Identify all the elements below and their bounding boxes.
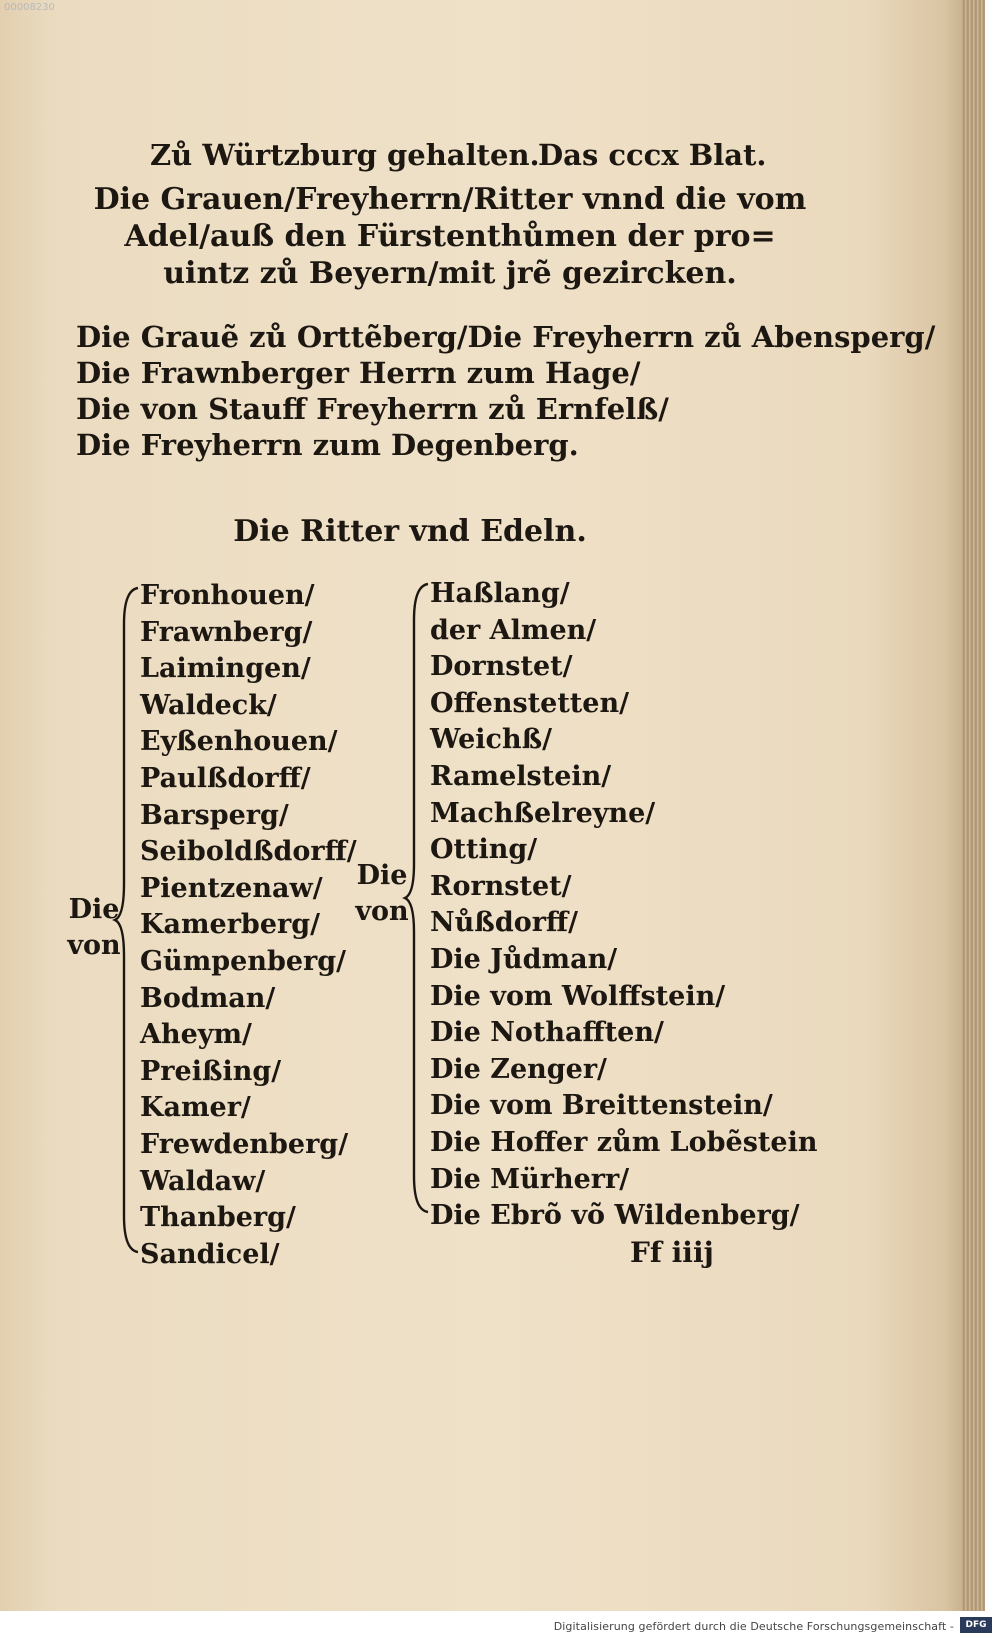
list-item: Aheym/ [140,1019,252,1051]
list-item: Waldeck/ [140,689,277,721]
page-edge [962,0,985,1611]
list-item: Otting/ [430,834,538,866]
running-head: Zů Würtzburg gehalten. [150,138,540,172]
left-brace [112,584,142,1256]
list-item: Sandicel/ [140,1238,280,1270]
list-item: Die Jůdman/ [430,943,618,975]
list-item: Die vom Breittenstein/ [430,1090,773,1122]
list-item: Barsperg/ [140,799,289,831]
list-item: Ramelstein/ [430,760,612,792]
list-item: Rornstet/ [430,870,572,902]
left-name-list [140,578,357,1273]
list-item: Pientzenaw/ [140,872,323,904]
list-item: Die Ebrõ võ Wildenberg/ [430,1200,800,1232]
section-heading: Die Ritter vnd Edeln. [233,514,587,549]
intro-line: Die von Stauff Freyherrn zů Ernfelß/ [76,392,669,426]
list-item: Gümpenberg/ [140,945,346,977]
label-die: Die [68,894,120,925]
list-item: Die Hoffer zům Lobẽstein [430,1126,818,1158]
dfg-logo: DFG [960,1617,992,1633]
list-item: Kamer/ [140,1092,251,1124]
list-item: Haßlang/ [430,578,570,609]
list-item: Nůßdorff/ [430,907,578,939]
list-item: Die Zenger/ [430,1053,607,1085]
list-item: Kamerberg/ [140,909,320,941]
right-name-list [430,576,817,1235]
list-item: Dornstet/ [430,651,573,683]
list-item: Offenstetten/ [430,687,629,719]
list-item: der Almen/ [430,614,597,646]
folio-number: Das cccx Blat. [538,138,767,172]
list-item: Paulßdorff/ [140,762,311,794]
label-die: Die [356,860,408,891]
label-von: von [67,930,121,961]
label-von: von [355,896,409,927]
list-item: Eyßenhouen/ [140,726,338,758]
list-item: Seiboldßdorff/ [140,836,357,868]
right-brace [402,580,432,1216]
list-item: Fronhouen/ [140,580,315,611]
title-line: Adel/auß den Fürstenthůmen der pro= [124,219,776,254]
list-item: Frewdenberg/ [140,1128,349,1160]
list-item: Laimingen/ [140,653,311,685]
scan-id: 00008230 [4,2,55,13]
list-item: Die vom Wolffstein/ [430,980,726,1012]
list-item: Die Nothafften/ [430,1017,664,1049]
digitization-credit: Digitalisierung gefördert durch die Deutsche Forschungsgemeinschaft - [553,1620,954,1633]
list-item: Preißing/ [140,1055,282,1087]
title-line: uintz zů Beyern/mit jrẽ gezircken. [163,256,737,291]
signature-mark: Ff iiij [630,1236,714,1269]
list-item: Waldaw/ [140,1165,266,1197]
intro-line: Die Freyherrn zum Degenberg. [76,428,579,462]
intro-line: Die Grauẽ zů Orttẽberg/Die Freyherrn zů Abensperg/ [76,320,936,354]
list-item: Die Mürherr/ [430,1163,630,1195]
list-item: Bodman/ [140,982,276,1014]
list-item: Frawnberg/ [140,616,313,648]
title-line: Die Grauen/Freyherrn/Ritter vnnd die vom [93,182,807,217]
list-item: Thanberg/ [140,1202,296,1234]
intro-line: Die Frawnberger Herrn zum Hage/ [76,356,641,390]
list-item: Machßelreyne/ [430,797,656,829]
list-item: Weichß/ [430,724,553,756]
